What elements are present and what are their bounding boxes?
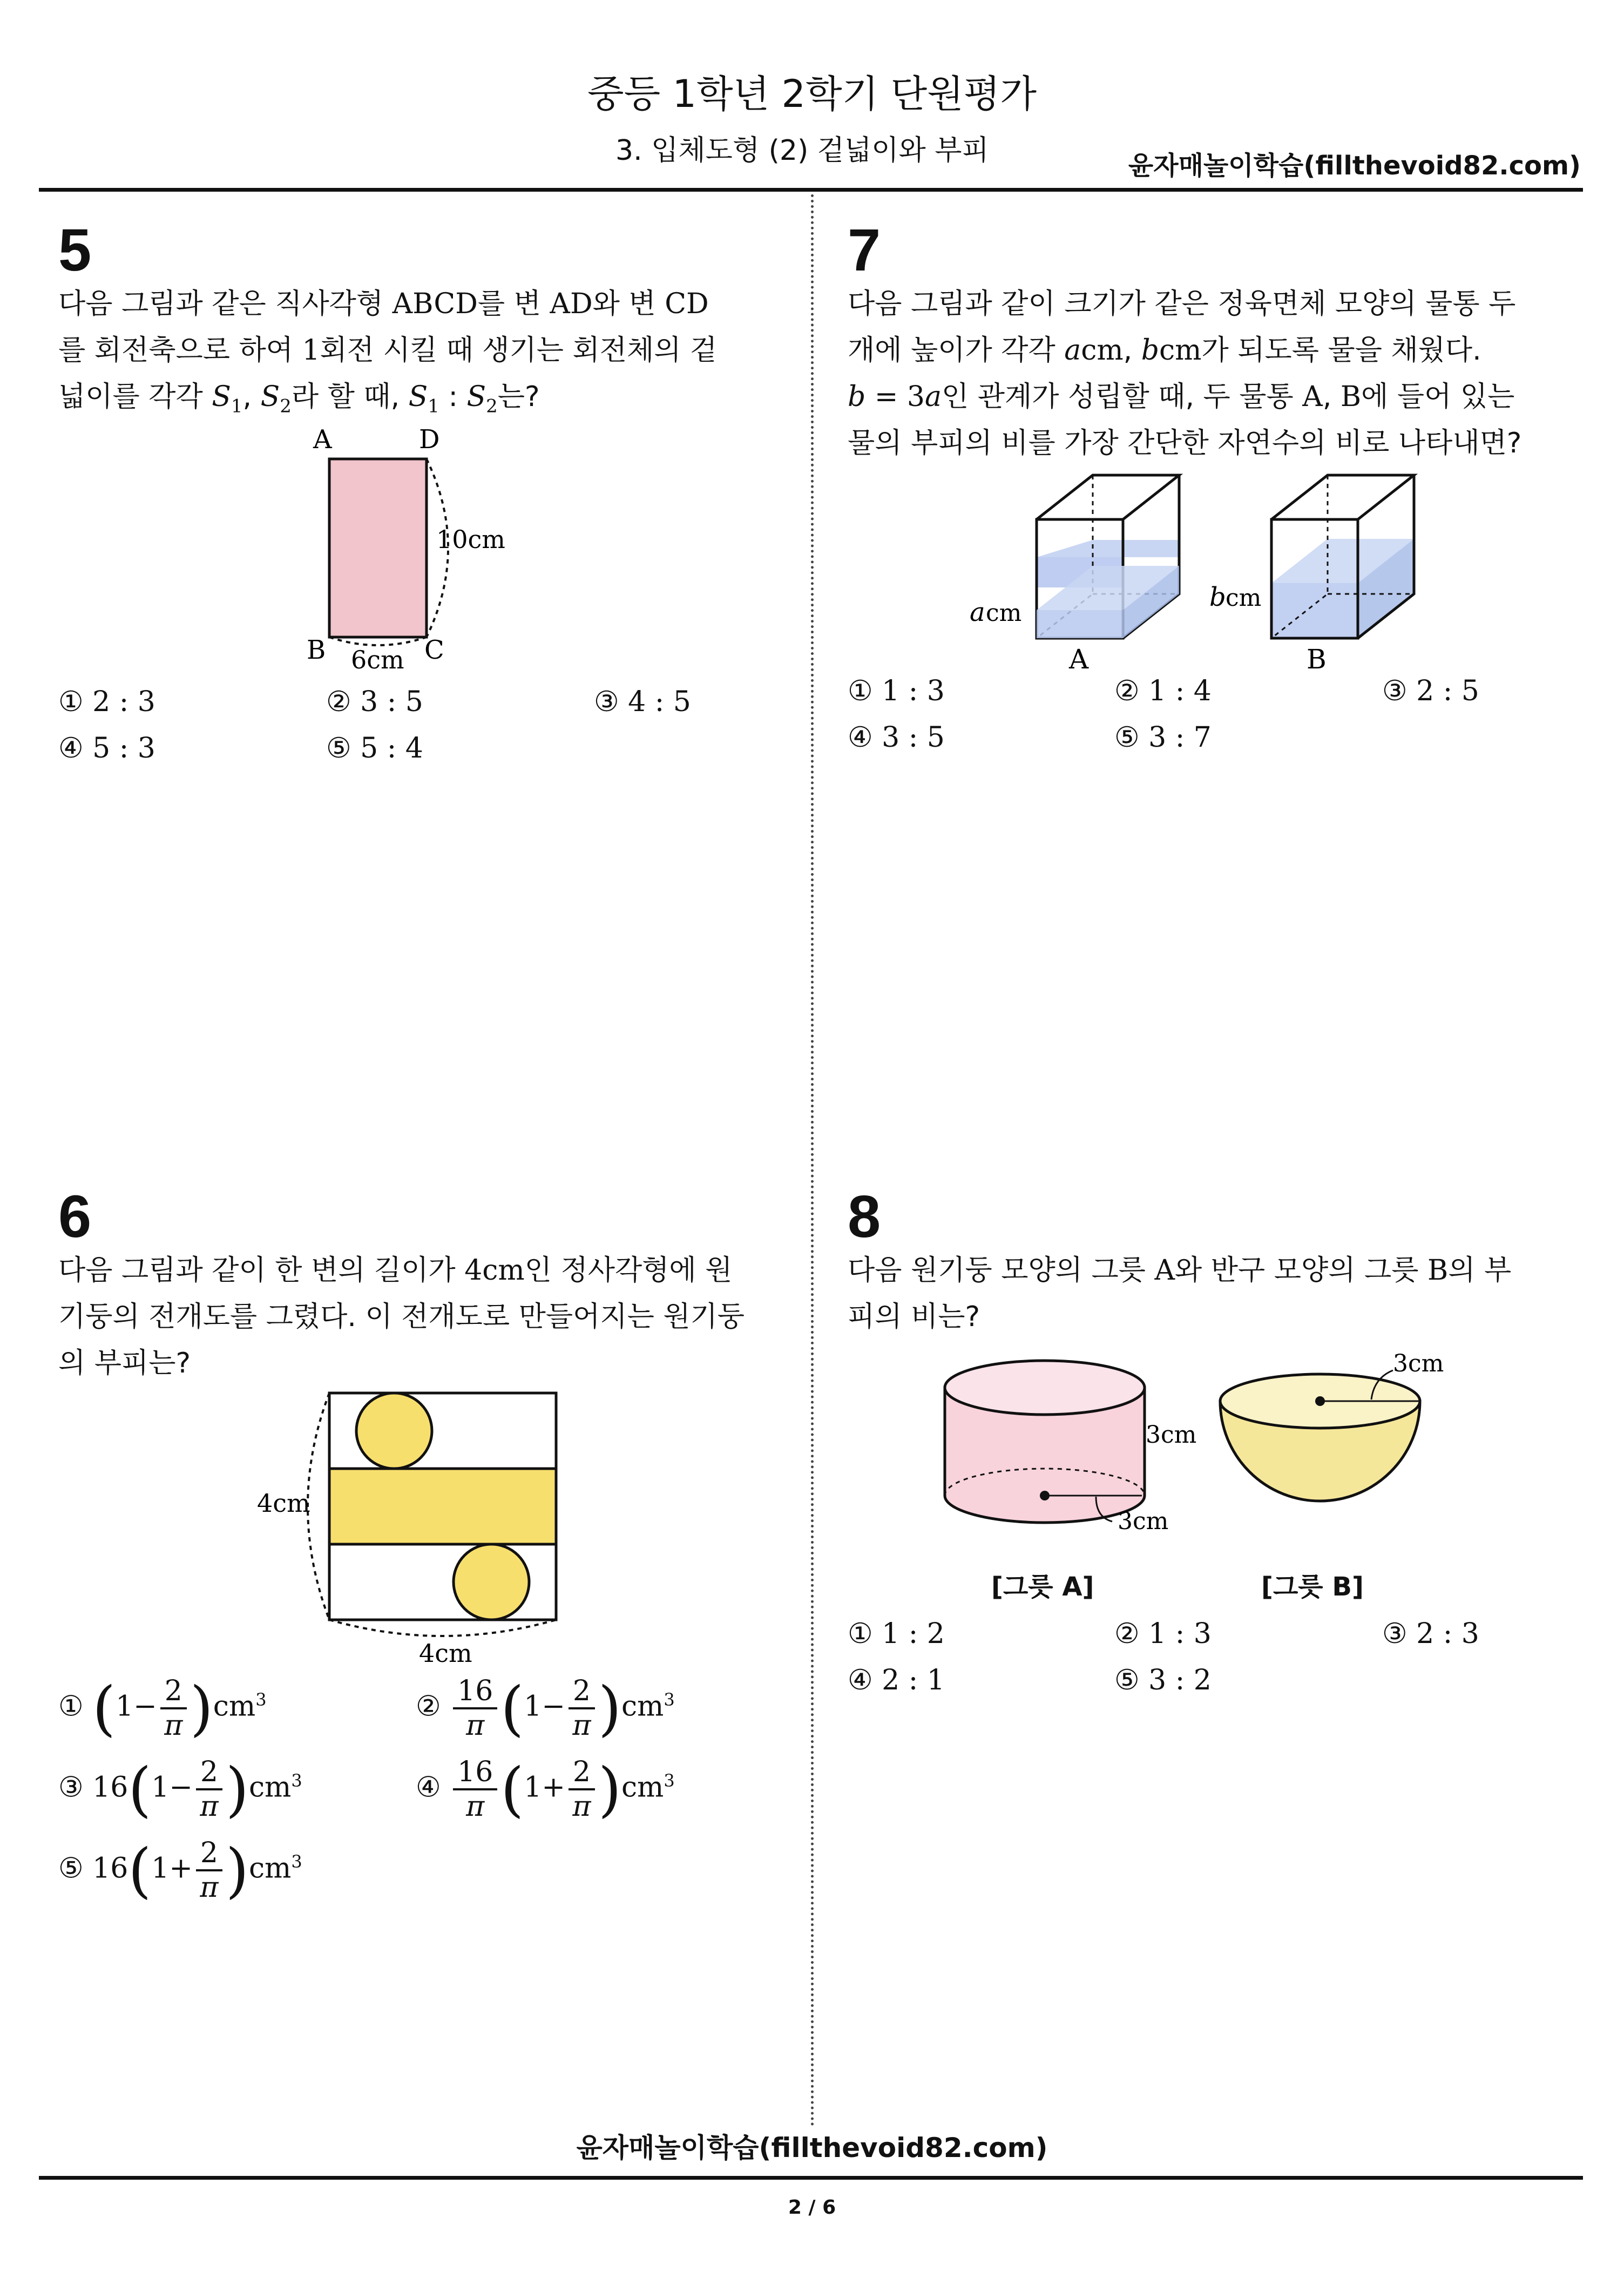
q6-math: 4cm	[464, 1254, 525, 1287]
fraction-den: π	[200, 1790, 219, 1823]
expr-op: −	[133, 1690, 157, 1723]
q7-math: cm	[1081, 334, 1124, 367]
q5-choice-4[interactable]: ④ 5 : 3	[58, 732, 155, 765]
q5-choice-1[interactable]: ① 2 : 3	[58, 686, 155, 718]
unit-exp: 3	[291, 1770, 302, 1791]
q5-choice-2[interactable]: ② 3 : 5	[326, 686, 423, 718]
unit: cm	[621, 1771, 664, 1804]
q5-side-length: 10cm	[436, 525, 505, 554]
q5-text-part: 를 회전축으로 하여	[58, 334, 302, 367]
fraction	[160, 1675, 187, 1742]
q6-net-figure	[248, 1382, 583, 1668]
q8-text-part: 와 반구 모양의 그릇	[1175, 1254, 1427, 1287]
question-number-5: 5	[58, 217, 92, 283]
fraction-den: π	[466, 1790, 485, 1823]
q7-choice-5[interactable]: ⑤ 3 : 7	[1114, 721, 1212, 754]
q7-text-part: 인 관계가 성립할 때, 두 물통	[942, 381, 1303, 413]
q5-text-part: ,	[242, 381, 261, 413]
q7-math: a	[925, 381, 942, 413]
fraction-den: π	[572, 1790, 591, 1823]
q6-left-dimension-arc	[308, 1393, 329, 1620]
q7-math: b	[1141, 334, 1160, 367]
q7-cube-A-top	[1037, 475, 1179, 519]
paren-close: )	[226, 1755, 249, 1824]
q8-caption-B: [그릇 B]	[1261, 1572, 1364, 1602]
question-number-8: 8	[848, 1184, 881, 1250]
question-8-text	[848, 1247, 1560, 1340]
q8-text-part: 의 부	[1448, 1254, 1512, 1287]
q6-choice-1[interactable]	[58, 1674, 267, 1743]
q7-water-B	[1271, 583, 1358, 638]
q5-rectangle	[329, 459, 427, 637]
q7-label-B: B	[1307, 644, 1327, 670]
expr-op: −	[542, 1690, 565, 1723]
q5-math: AD	[550, 288, 593, 320]
q6-left-length: 4cm	[257, 1489, 310, 1518]
q8-cylinder-A	[945, 1361, 1196, 1535]
q8-text-part: 다음 원기둥 모양의 그릇	[848, 1254, 1155, 1287]
paren-close: )	[598, 1755, 621, 1824]
q5-text-part: 를 변	[477, 288, 550, 320]
page-subtitle: 3. 입체도형 (2) 겉넓이와 부피	[615, 134, 989, 167]
q7-line-1: 다음 그림과 같이 크기가 같은 정육면체 모양의 물통 두	[848, 288, 1516, 320]
unit: cm	[621, 1690, 664, 1723]
q5-math: S	[466, 381, 486, 413]
q7-cubes-figure	[961, 464, 1447, 670]
q5-math: S	[408, 381, 428, 413]
question-5-text	[58, 281, 760, 429]
q5-vertex-A: A	[313, 424, 332, 455]
q8-choice-2[interactable]: ② 1 : 3	[1114, 1618, 1212, 1650]
fraction-num: 2	[569, 1756, 595, 1790]
q7-math: cm	[1159, 334, 1202, 367]
column-divider	[811, 194, 814, 2127]
paren-open: (	[500, 1755, 524, 1824]
q7-cube-B-top	[1271, 475, 1414, 519]
q7-text-part: 가 되도록 물을 채웠다.	[1201, 334, 1481, 367]
q5-vertex-D: D	[419, 424, 440, 455]
q5-text-part: 라 할 때,	[291, 381, 409, 413]
q5-text-part: 는?	[497, 381, 540, 413]
q5-rectangle-figure	[292, 421, 540, 680]
q6-text-part: 다음 그림과 같이 한 변의 길이가	[58, 1254, 465, 1287]
q6-top-circle	[356, 1393, 432, 1469]
expr-op: +	[542, 1771, 565, 1804]
q6-choice-4[interactable]	[416, 1755, 675, 1824]
fraction-den: π	[572, 1709, 591, 1742]
q6-text-part: 인 정사각형에 원	[524, 1254, 733, 1287]
q7-math: a	[1064, 334, 1081, 367]
site-label-top: 윤자매놀이학습(fillthevoid82.com)	[1128, 151, 1581, 181]
q7-text-part: ,	[1123, 334, 1141, 367]
q5-math: S	[212, 381, 231, 413]
q7-choice-2[interactable]: ② 1 : 4	[1114, 675, 1212, 707]
q7-line-4: 물의 부피의 비를 가장 간단한 자연수의 비로 나타내면?	[848, 427, 1522, 459]
q7-label-b-cm: cm	[1226, 584, 1262, 612]
q5-text-part: 넓이를 각각	[58, 381, 212, 413]
q7-text-part: 개에 높이가 각각	[848, 334, 1065, 367]
q5-math-sub: 2	[280, 395, 292, 417]
page-title: 중등 1학년 2학기 단원평가	[587, 72, 1037, 116]
q7-cube-B	[1209, 475, 1414, 670]
q5-math-sub: 1	[231, 395, 243, 417]
outer-fraction	[453, 1756, 497, 1823]
q8-cylinder-top	[945, 1361, 1145, 1415]
q7-line-2	[848, 327, 1549, 374]
expr-one: 1	[151, 1771, 170, 1804]
q7-choice-1[interactable]: ① 1 : 3	[848, 675, 945, 707]
unit: cm	[248, 1771, 292, 1804]
expr-one: 1	[524, 1771, 542, 1804]
footer-rule	[39, 2176, 1583, 2180]
q8-cylinder-radius-label: 3cm	[1118, 1507, 1169, 1535]
choice-mark: ①	[58, 1690, 84, 1723]
q7-label-b: b	[1209, 582, 1226, 612]
q8-vessels-figure	[934, 1339, 1452, 1544]
q5-text-part: :	[439, 381, 467, 413]
q6-choice-5[interactable]	[58, 1836, 302, 1905]
outer-fraction	[453, 1675, 497, 1742]
q8-bowl-radius-label: 3cm	[1393, 1350, 1444, 1377]
q7-label-a: a	[970, 597, 985, 627]
q6-choice-3[interactable]	[58, 1755, 302, 1824]
q5-math: S	[260, 381, 280, 413]
q5-choice-5[interactable]: ⑤ 5 : 4	[326, 732, 423, 765]
q6-line-3: 의 부피는?	[58, 1347, 191, 1380]
q6-choice-2[interactable]	[416, 1674, 675, 1743]
q7-line-3	[848, 374, 1549, 420]
fraction-den: π	[164, 1709, 183, 1742]
q8-choice-3[interactable]: ③ 2 : 3	[1382, 1618, 1479, 1650]
q7-choice-4[interactable]: ④ 3 : 5	[848, 721, 945, 754]
unit-exp: 3	[664, 1770, 675, 1791]
q8-choice-5[interactable]: ⑤ 3 : 2	[1114, 1664, 1212, 1696]
q7-water-A	[1037, 610, 1123, 638]
fraction-num: 16	[453, 1675, 497, 1709]
q5-text-part: 다음 그림과 같은 직사각형	[58, 288, 393, 320]
fraction-num: 2	[196, 1837, 222, 1871]
choice-mark: ⑤	[58, 1852, 84, 1885]
q7-math: A	[1302, 381, 1323, 413]
q8-choice-1[interactable]: ① 1 : 2	[848, 1618, 945, 1650]
expr-op: −	[169, 1771, 193, 1804]
paren-close: )	[226, 1836, 249, 1905]
paren-open: (	[500, 1674, 524, 1743]
unit-exp: 3	[291, 1851, 302, 1872]
q5-math: 1	[302, 334, 320, 367]
paren-close: )	[190, 1674, 213, 1743]
paren-open: (	[92, 1674, 116, 1743]
paren-close: )	[598, 1674, 621, 1743]
q7-choice-3[interactable]: ③ 2 : 5	[1382, 675, 1479, 707]
q8-hemisphere-B	[1220, 1350, 1444, 1501]
question-7-text	[848, 281, 1549, 466]
q8-choice-4[interactable]: ④ 2 : 1	[848, 1664, 945, 1696]
q8-line-2: 피의 비는?	[848, 1301, 980, 1333]
q6-line-2: 기둥의 전개도를 그렸다. 이 전개도로 만들어지는 원기둥	[58, 1301, 745, 1333]
q7-label-a-cm: cm	[986, 599, 1022, 627]
question-number-6: 6	[58, 1184, 92, 1250]
q5-math: ABCD	[392, 288, 478, 320]
unit-exp: 3	[664, 1689, 675, 1710]
expr-one: 1	[151, 1852, 170, 1885]
fraction	[569, 1756, 595, 1823]
q5-text-part: 와 변	[592, 288, 665, 320]
q5-line-1	[58, 281, 760, 327]
paren-open: (	[128, 1755, 152, 1824]
fraction-den: π	[466, 1709, 485, 1742]
q7-cube-A	[970, 475, 1179, 670]
q6-bottom-length: 4cm	[419, 1639, 472, 1668]
q7-text-part: ,	[1322, 381, 1341, 413]
expr-one: 1	[524, 1690, 542, 1723]
fraction-num: 2	[569, 1675, 595, 1709]
choice-mark: ④	[416, 1771, 441, 1804]
q5-bottom-length: 6cm	[351, 645, 404, 674]
fraction-den: π	[200, 1871, 219, 1904]
paren-open: (	[128, 1836, 152, 1905]
q8-caption-A: [그릇 A]	[991, 1572, 1094, 1602]
fraction-num: 2	[196, 1756, 222, 1790]
fraction	[196, 1756, 222, 1823]
fraction	[569, 1675, 595, 1742]
q5-vertex-C: C	[424, 635, 444, 665]
q8-math: B	[1427, 1254, 1449, 1287]
unit: cm	[213, 1690, 256, 1723]
fraction-num: 16	[453, 1756, 497, 1790]
q5-line-2	[58, 327, 760, 374]
q7-math: B	[1340, 381, 1362, 413]
expr-one: 1	[116, 1690, 134, 1723]
q5-vertex-B: B	[307, 635, 326, 665]
fraction-num: 2	[160, 1675, 187, 1709]
coefficient: 16	[92, 1771, 128, 1804]
q8-line-1	[848, 1247, 1560, 1294]
choice-mark: ②	[416, 1690, 441, 1723]
q7-text-part: 에 들어 있는	[1361, 381, 1515, 413]
page-number: 2 / 6	[788, 2196, 836, 2219]
question-number-7: 7	[848, 217, 881, 283]
q5-math-sub: 2	[486, 395, 498, 417]
site-label-bottom: 윤자매놀이학습(fillthevoid82.com)	[576, 2132, 1048, 2163]
unit-exp: 3	[255, 1689, 267, 1710]
header-rule	[39, 188, 1583, 192]
q6-bottom-circle	[454, 1544, 529, 1620]
q5-math: CD	[665, 288, 709, 320]
question-6-text	[58, 1247, 771, 1387]
q7-label-A: A	[1069, 644, 1089, 670]
choice-mark: ③	[58, 1771, 84, 1804]
q5-choice-3[interactable]: ③ 4 : 5	[594, 686, 691, 718]
q6-line-1	[58, 1247, 771, 1294]
fraction	[196, 1837, 222, 1904]
q6-bottom-dimension-arc	[329, 1620, 556, 1636]
coefficient: 16	[92, 1852, 128, 1885]
q8-math: A	[1154, 1254, 1175, 1287]
expr-op: +	[169, 1852, 193, 1885]
q8-cylinder-height-label: 3cm	[1146, 1421, 1197, 1449]
q5-math-sub: 1	[428, 395, 439, 417]
q5-text-part: 회전 시킬 때 생기는 회전체의 겉	[320, 334, 718, 367]
q6-side-rectangle	[329, 1469, 556, 1544]
q7-math: = 3	[865, 381, 925, 413]
unit: cm	[248, 1852, 292, 1885]
q7-math: b	[848, 381, 866, 413]
